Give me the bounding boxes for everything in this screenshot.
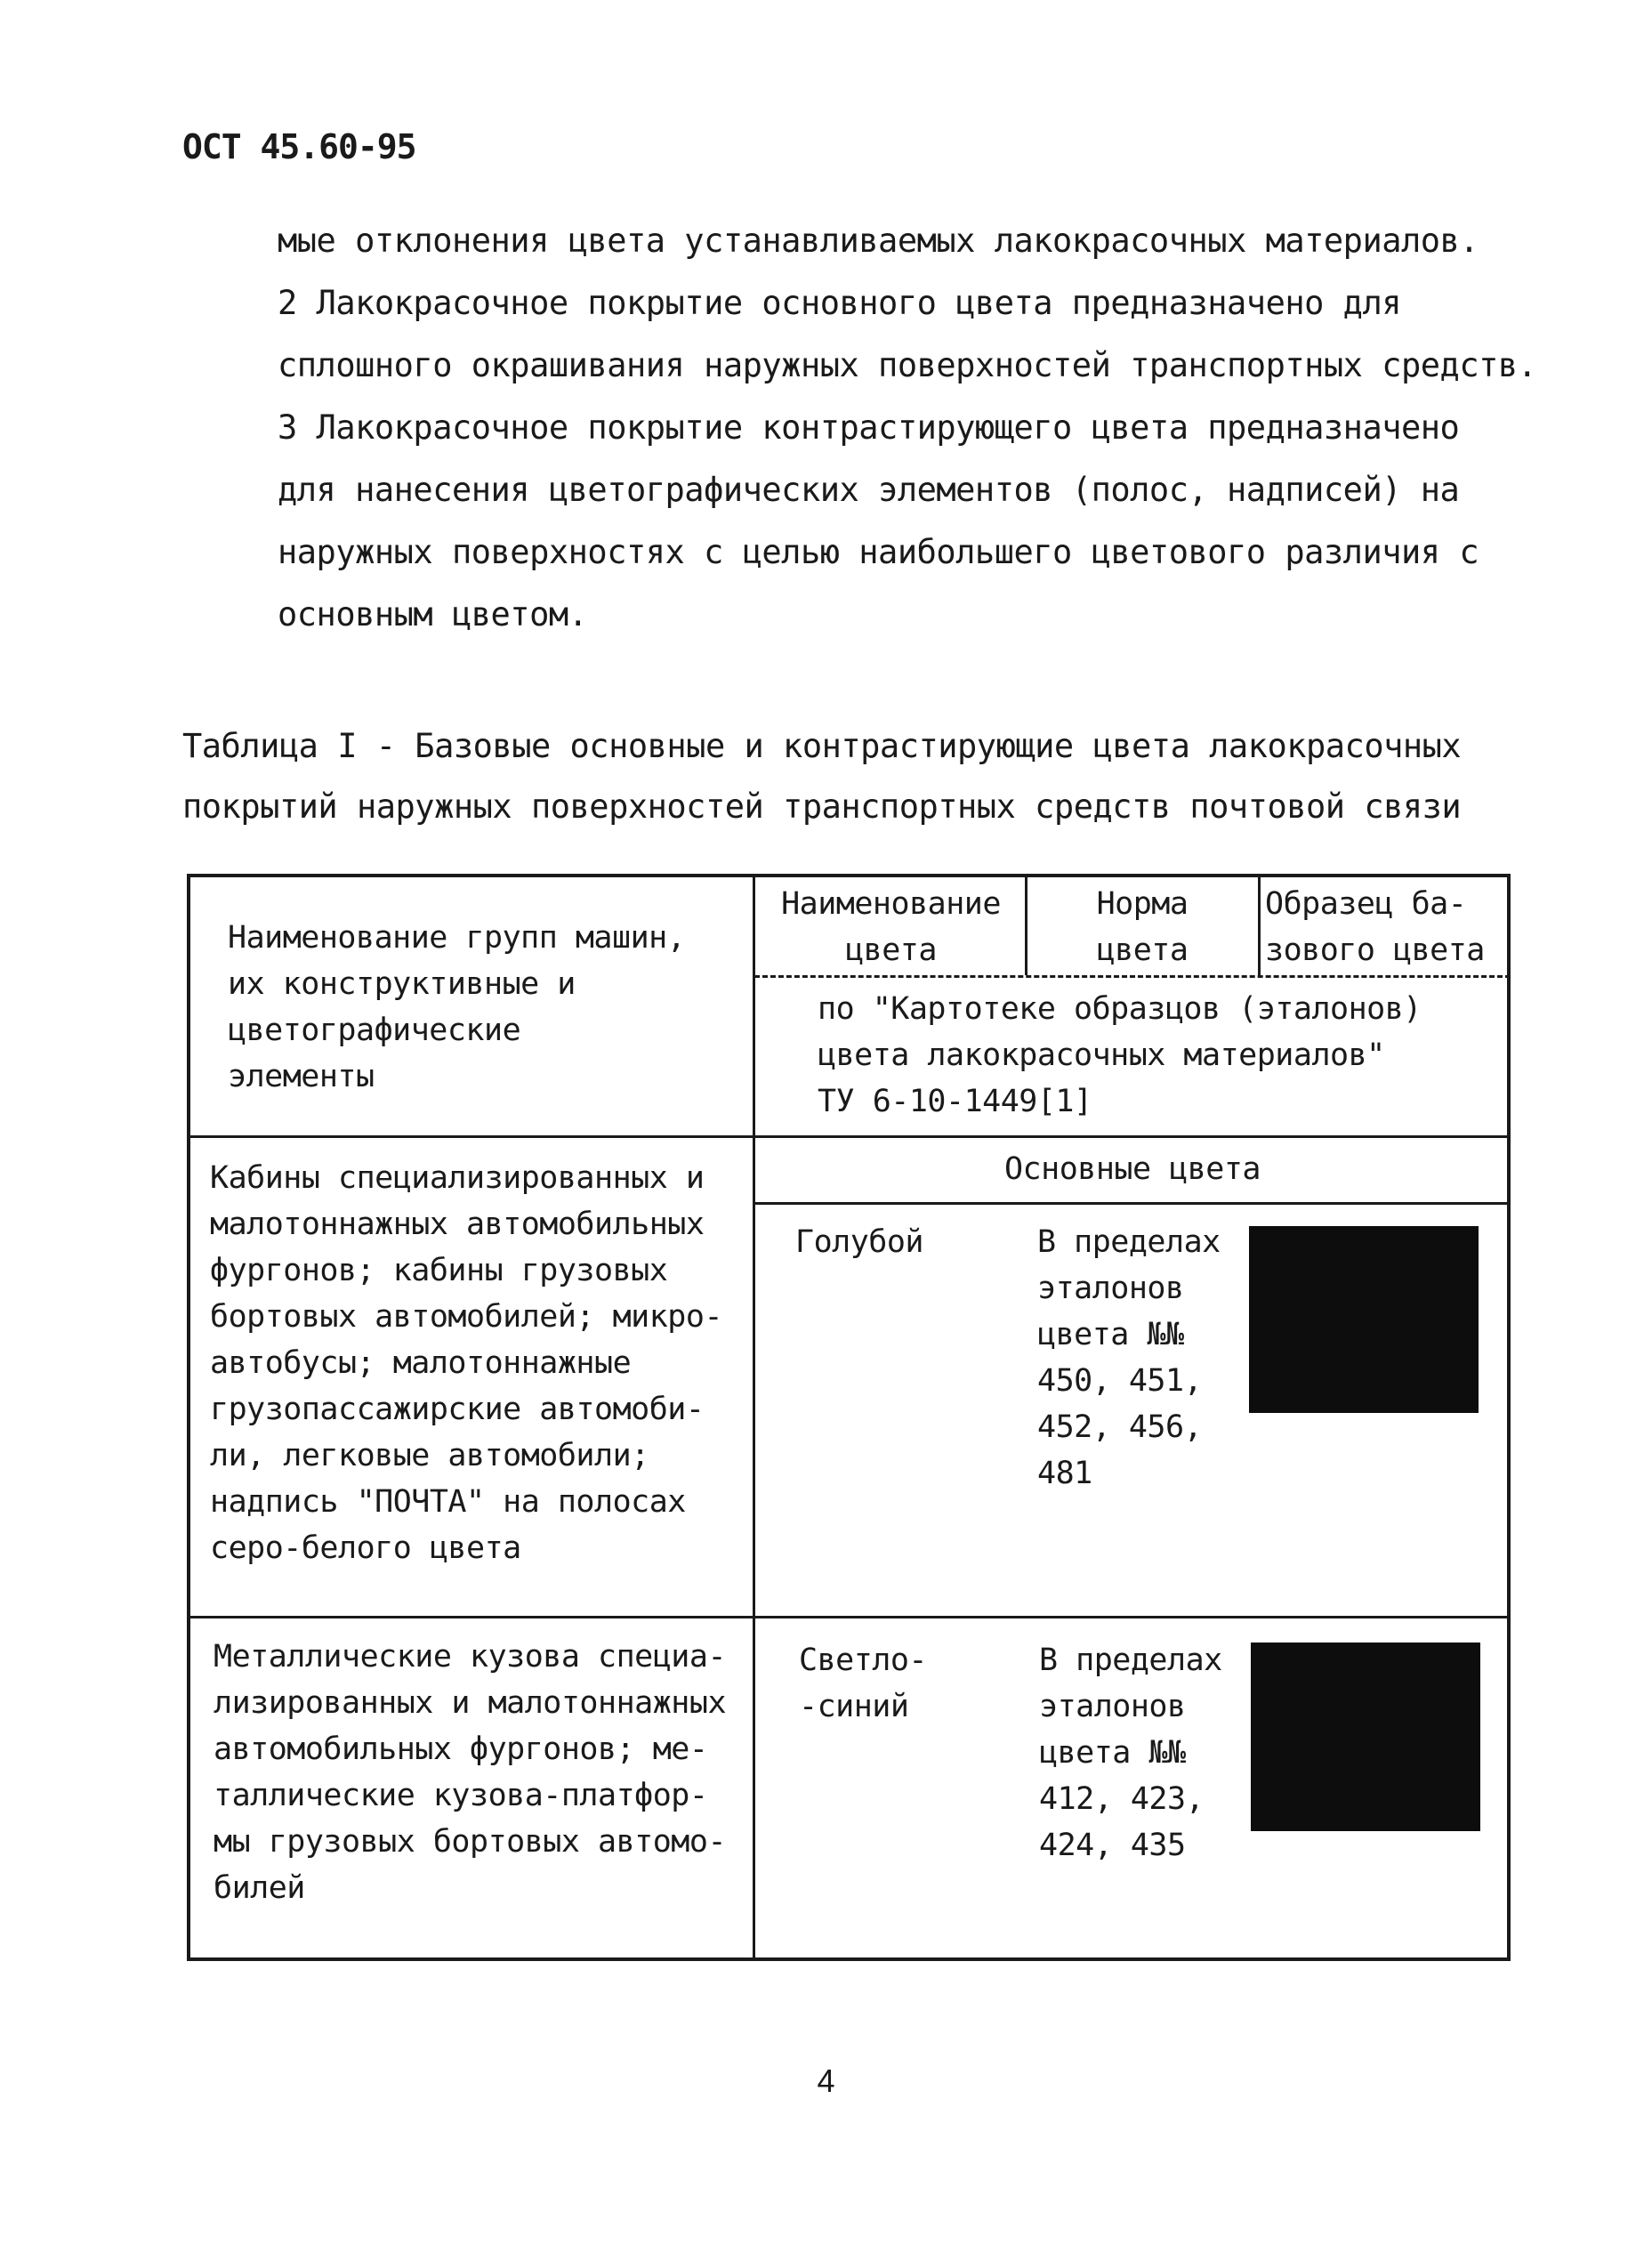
row-1-norm-line: цвета №№ — [1037, 1317, 1184, 1352]
row-2-group — [214, 1634, 726, 1911]
row-2-group-line: автомобильных фургонов; ме- — [214, 1731, 708, 1767]
header-group-line: их конструктивные и — [228, 966, 576, 1002]
header-sample — [1265, 881, 1485, 973]
row-2-color-name-line: -синий — [799, 1689, 909, 1724]
color-table — [187, 874, 1511, 1961]
section-divider — [754, 1202, 1511, 1205]
paragraph-line: 2 Лакокрасочное покрытие основного цвета предназначено для — [278, 284, 1402, 322]
header-sample-line: зового цвета — [1265, 932, 1485, 968]
column-divider — [1258, 877, 1261, 975]
column-divider — [1025, 877, 1027, 975]
row-1-group-line: фургонов; кабины грузовых — [210, 1253, 668, 1288]
row-1-color-name-line: Голубой — [795, 1224, 924, 1260]
table-caption — [182, 716, 1517, 837]
header-reference-line: по "Картотеке образцов (эталонов) — [818, 991, 1422, 1027]
row-1-norm-line: В пределах — [1037, 1224, 1221, 1260]
row-1-group — [210, 1155, 722, 1571]
row-2-norm — [1039, 1637, 1222, 1869]
header-group-line: Наименование групп машин, — [228, 920, 686, 956]
row-2-group-line: Металлические кузова специа- — [214, 1639, 727, 1675]
row-2-norm-line: цвета №№ — [1039, 1735, 1186, 1771]
row-1-group-line: Кабины специализированных и — [210, 1160, 705, 1196]
header-reference-line: ТУ 6-10-1449[1] — [818, 1084, 1092, 1119]
header-group-line: цветографические — [228, 1013, 521, 1048]
row-1-group-line: серо-белого цвета — [210, 1530, 521, 1566]
header-divider — [754, 975, 1511, 978]
row-1-norm-line: 481 — [1037, 1456, 1092, 1491]
row-2-norm-line: В пределах — [1039, 1643, 1222, 1678]
paragraph-line: наружных поверхностях с целью наибольшего цветового различия с — [278, 533, 1479, 571]
paragraph-line: для нанесения цветографических элементов (полос, надписей) на — [278, 471, 1460, 509]
header-reference-line: цвета лакокрасочных материалов" — [818, 1037, 1385, 1073]
row-1-norm-line: эталонов — [1037, 1271, 1184, 1306]
row-2-norm-line: эталонов — [1039, 1689, 1186, 1724]
header-color-name-line: Наименование — [781, 886, 1001, 922]
page-number: 4 — [817, 2062, 835, 2099]
header-color-norm-line: цвета — [1096, 932, 1189, 968]
row-1-color-name — [795, 1219, 923, 1265]
header-sample-line: Образец ба- — [1265, 886, 1467, 922]
row-1-group-line: бортовых автомобилей; микро- — [210, 1299, 723, 1335]
color-sample-swatch — [1251, 1643, 1480, 1831]
paragraph-line: сплошного окрашивания наружных поверхностей транспортных средств. — [278, 346, 1537, 384]
header-color-name — [760, 881, 1022, 973]
row-2-group-line: лизированных и малотоннажных — [214, 1685, 727, 1721]
section-title: Основные цвета — [1003, 1151, 1261, 1187]
table-caption-line: Таблица I - Базовые основные и контрастирующие цвета лакокрасочных — [182, 727, 1462, 765]
row-1-group-line: малотоннажных автомобильных — [210, 1207, 705, 1242]
row-2-group-line: мы грузовых бортовых автомо- — [214, 1824, 727, 1860]
row-1-norm-line: 452, 456, — [1037, 1409, 1203, 1445]
row-2-group-line: таллические кузова-платфор- — [214, 1778, 708, 1813]
paragraph-line: 3 Лакокрасочное покрытие контрастирующего цвета предназначено — [278, 408, 1460, 447]
color-sample-swatch — [1249, 1226, 1479, 1413]
row-2-norm-line: 412, 423, — [1039, 1781, 1205, 1817]
row-divider — [190, 1135, 1511, 1138]
row-1-group-line: автобусы; малотоннажные — [210, 1345, 632, 1381]
document-code: ОСТ 45.60-95 — [182, 127, 416, 166]
row-2-norm-line: 424, 435 — [1039, 1828, 1186, 1863]
row-2-color-name — [799, 1637, 927, 1730]
table-caption-line: покрытий наружных поверхностей транспортных средств почтовой связи — [182, 787, 1462, 826]
column-divider — [753, 877, 755, 1957]
header-group-line: элементы — [228, 1059, 375, 1094]
row-2-group-line: билей — [214, 1870, 305, 1906]
header-group — [228, 915, 685, 1100]
row-1-group-line: грузопассажирские автомоби- — [210, 1392, 705, 1427]
header-color-norm-line: Норма — [1096, 886, 1189, 922]
paragraph-line: основным цветом. — [278, 595, 588, 634]
paragraph-line: мые отклонения цвета устанавливаемых лакокрасочных материалов. — [278, 222, 1479, 260]
row-divider — [190, 1616, 1511, 1618]
header-reference — [818, 986, 1422, 1125]
row-2-color-name-line: Светло- — [799, 1643, 928, 1678]
header-color-norm — [1030, 881, 1254, 973]
row-1-group-line: ли, легковые автомобили; — [210, 1438, 649, 1473]
header-color-name-line: цвета — [845, 932, 937, 968]
row-1-group-line: надпись "ПОЧТА" на полосах — [210, 1484, 686, 1520]
row-1-norm — [1037, 1219, 1221, 1497]
row-1-norm-line: 450, 451, — [1037, 1363, 1203, 1399]
